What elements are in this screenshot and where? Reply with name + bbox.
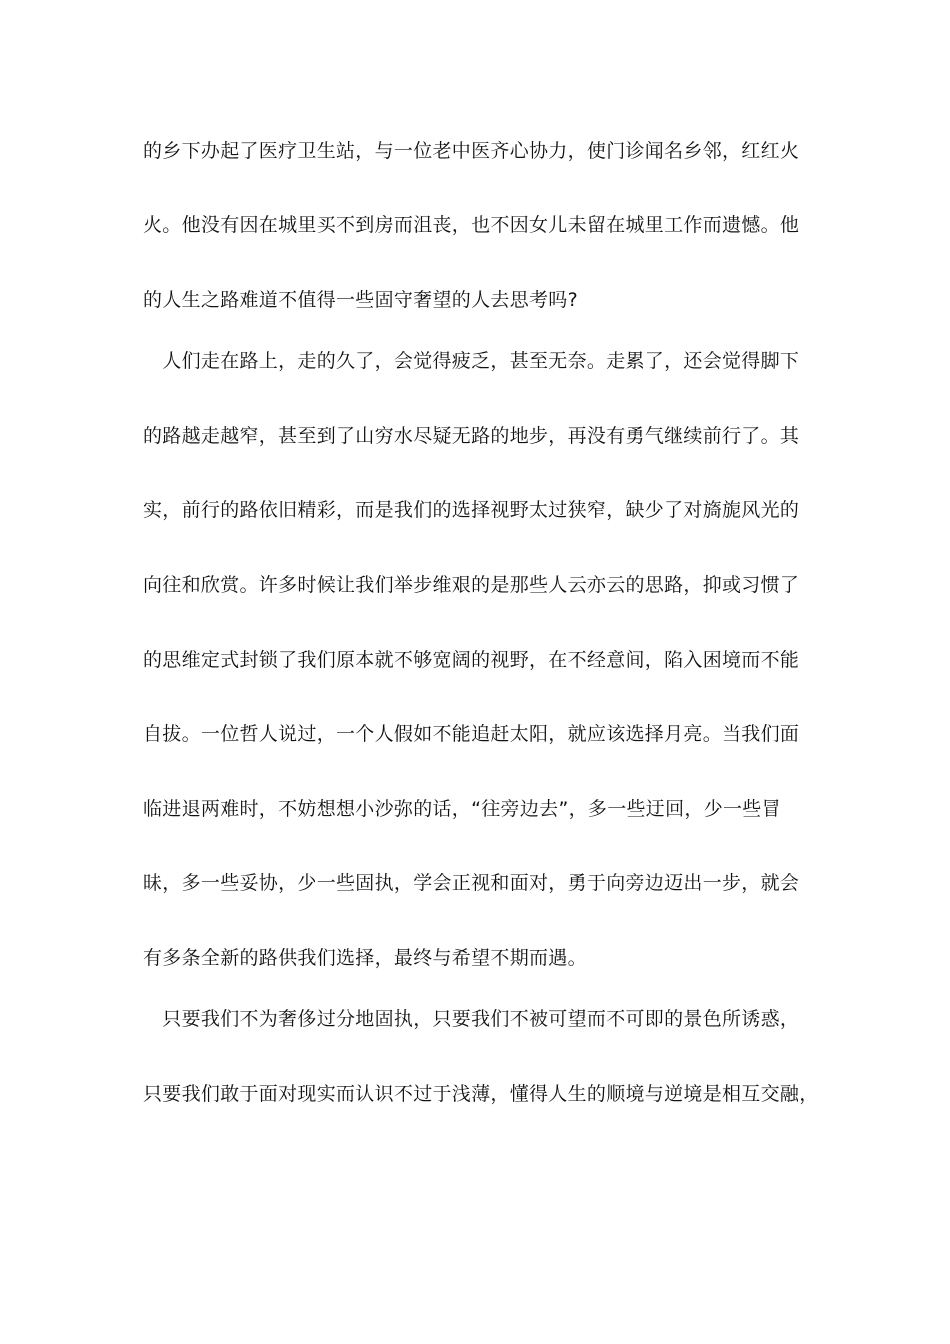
text-line: 有多条全新的路供我们选择，最终与希望不期而遇。 xyxy=(143,947,587,969)
text-line: 的乡下办起了医疗卫生站，与一位老中医齐心协力，使门诊闻名乡邻，红红火 xyxy=(143,140,800,162)
text-line: 火。他没有因在城里买不到房而沮丧，也不因女儿未留在城里工作而遗憾。他 xyxy=(143,214,800,236)
text-line: 临进退两难时，不妨想想小沙弥的话，“往旁边去”，多一些迂回，少一些冒 xyxy=(143,798,781,820)
text-line: 的路越走越窄，甚至到了山穷水尽疑无路的地步，再没有勇气继续前行了。其 xyxy=(143,425,800,447)
text-line: 自拔。一位哲人说过，一个人假如不能追赶太阳，就应该选择月亮。当我们面 xyxy=(143,723,800,745)
text-line: 人们走在路上，走的久了，会觉得疲乏，甚至无奈。走累了，还会觉得脚下 xyxy=(143,350,800,372)
text-line: 实，前行的路依旧精彩，而是我们的选择视野太过狭窄，缺少了对旖旎风光的 xyxy=(143,499,800,521)
text-line: 的思维定式封锁了我们原本就不够宽阔的视野，在不经意间，陷入困境而不能 xyxy=(143,649,800,671)
text-line: 只要我们不为奢侈过分地固执，只要我们不被可望而不可即的景色所诱惑， xyxy=(143,1008,800,1030)
text-line: 向往和欣赏。许多时候让我们举步维艰的是那些人云亦云的思路，抑或习惯了 xyxy=(143,574,800,596)
text-line: 昧，多一些妥协，少一些固执，学会正视和面对，勇于向旁边迈出一步，就会 xyxy=(143,872,800,894)
text-line: 的人生之路难道不值得一些固守奢望的人去思考吗? xyxy=(143,289,578,311)
text-line: 只要我们敢于面对现实而认识不过于浅薄，懂得人生的顺境与逆境是相互交融， xyxy=(143,1083,819,1105)
